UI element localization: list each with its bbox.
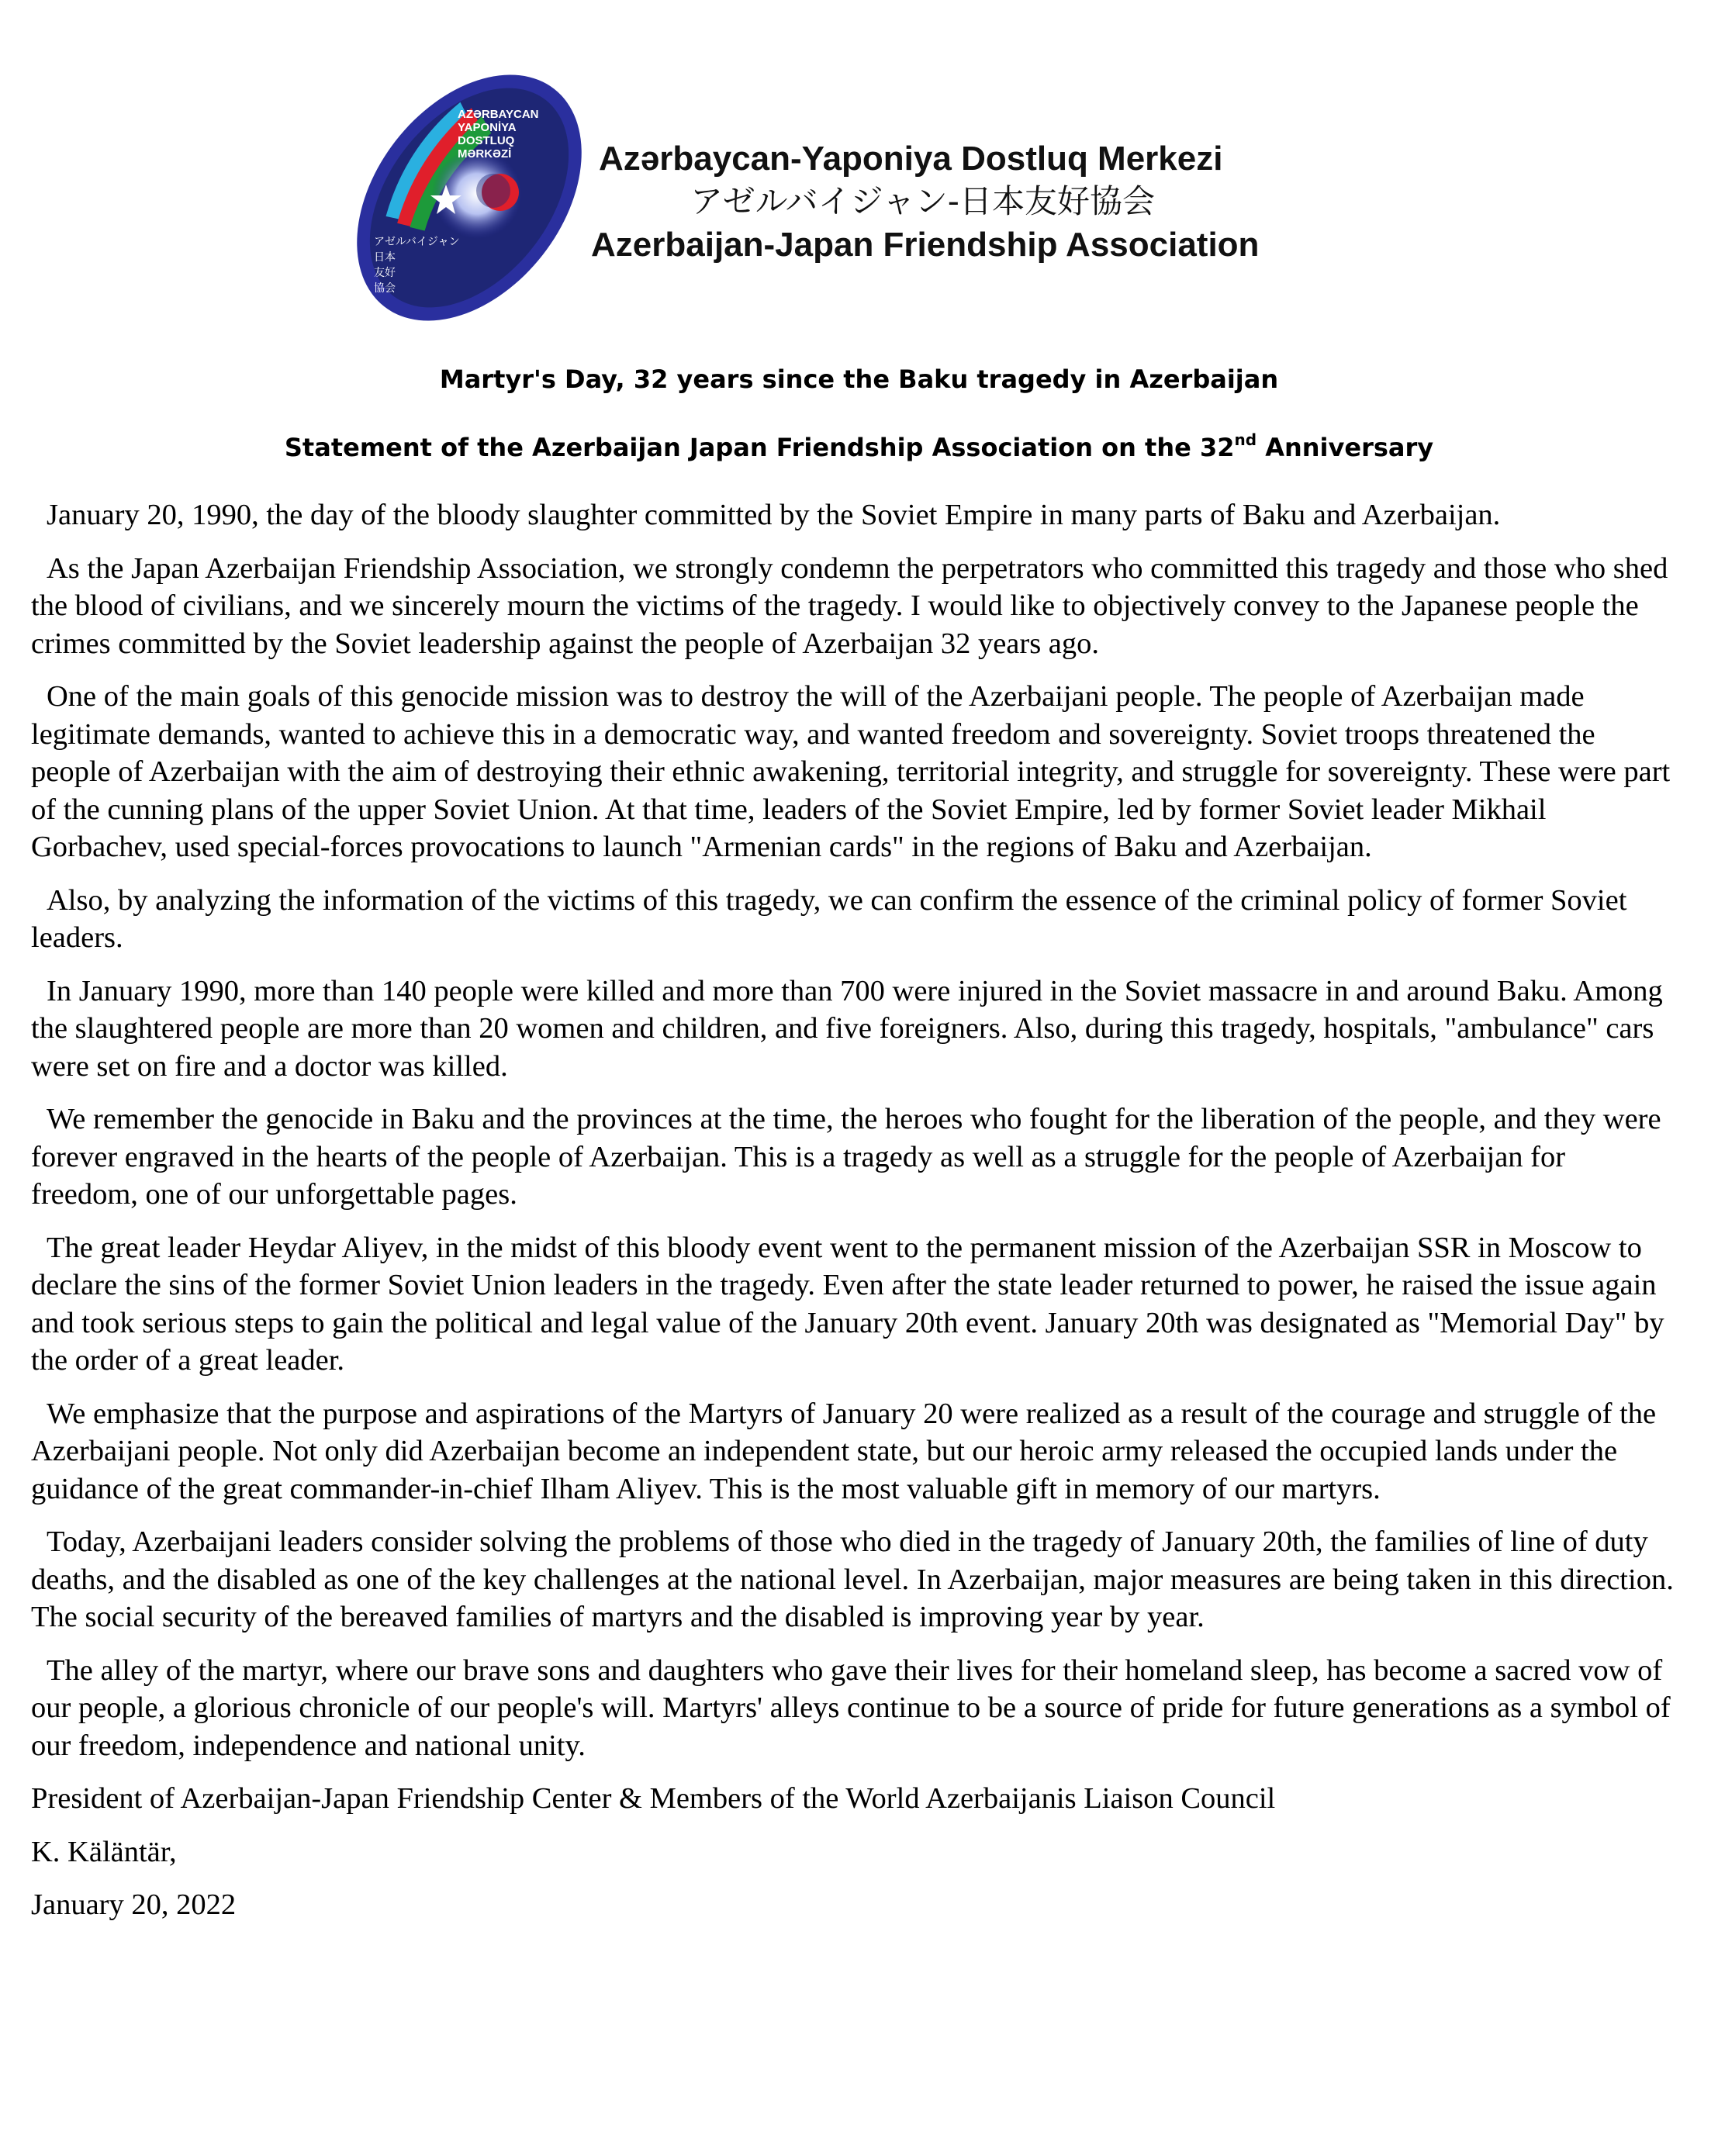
paragraph: One of the main goals of this genocide mission was to destroy the will of the Azerbaijani people. The people of Azerbaijan made legitimate demands, wanted to achieve this in a democratic way, and wanted freedom and sovereignty. Soviet troops threatened the people of Azerbaijan with the aim of destroying their ethnic awakening, territorial integrity, and struggle for sovereignty. These were part of the cunning plans of the upper Soviet Union. At that time, leaders of the Soviet Empire, led by former Soviet leader Mikhail Gorbachev, used special-forces provocations to launch "Armenian cards" in the regions of Baku and Azerbaijan. [31, 680, 1671, 863]
org-name-azerbaijani: Azərbaycan-Yaponiya Dostluq Merkezi [599, 140, 1223, 178]
paragraph: We emphasize that the purpose and aspirations of the Martyrs of January 20 were realized as a result of the courage and struggle of the Azerbaijani people. Not only did Azerbaijan become an independent state, but our heroic army released the occupied lands under the guidance of the great commander-in-chief Ilham Aliyev. This is the most valuable gift in memory of our martyrs. [31, 1397, 1657, 1505]
association-logo [341, 54, 597, 341]
signatory-name: K. Käläntär, [31, 1835, 177, 1868]
logo-jp-line: 友好 [374, 267, 396, 279]
statement-date: January 20, 2022 [31, 1888, 237, 1921]
subtitle-text-end: Anniversary [1257, 433, 1434, 462]
org-name-japanese: アゼルバイジャン-日本友好協会 [690, 182, 1155, 220]
logo-text-line: DOSTLUQ [458, 134, 515, 147]
organization-names [591, 138, 1351, 267]
paragraph: We remember the genocide in Baku and the provinces at the time, the heroes who fought for the liberation of the people, and they were forever engraved in the hearts of the people of Azerbaijan. This is a tragedy as well as a struggle for the people of Azerbaijan for freedom, one of our unforgettable pages. [31, 1103, 1661, 1211]
document-subtitle [0, 430, 1718, 462]
paragraph: In January 1990, more than 140 people were killed and more than 700 were injured in the Soviet massacre in and around Baku. Among the slaughtered people are more than 20 women and children, and five foreigners. Also, during this tragedy, hospitals, "ambulance" cars were set on fire and a doctor was killed. [31, 974, 1663, 1083]
logo-text-line: MƏRKƏZİ [458, 147, 512, 161]
letterhead [341, 54, 1350, 341]
org-name-english: Azerbaijan-Japan Friendship Association [591, 226, 1260, 264]
signatory-title: President of Azerbaijan-Japan Friendship Center & Members of the World Azerbaijanis Liaison Council [31, 1782, 1276, 1815]
paragraph: Today, Azerbaijani leaders consider solving the problems of those who died in the tragedy of January 20th, the families of line of duty deaths, and the disabled as one of the key challenges at the national level. In Azerbaijan, major measures are being taken in this direction. The social security of the bereaved families of martyrs and the disabled is improving year by year. [31, 1525, 1674, 1633]
paragraph: The alley of the martyr, where our brave sons and daughters who gave their lives for their homeland sleep, has become a sacred vow of our people, a glorious chronicle of our people's will. Martyrs' alleys continue to be a source of pride for future generations as a symbol of our freedom, independence and national unity. [31, 1653, 1671, 1762]
subtitle-text: Statement of the Azerbaijan Japan Friendship Association on the 32 [284, 433, 1235, 462]
paragraph: The great leader Heydar Aliyev, in the midst of this bloody event went to the permanent mission of the Azerbaijan SSR in Moscow to declare the sins of the former Soviet Union leaders in the tragedy. Even after the state leader returned to power, he raised the issue again and took serious steps to gain the political and legal value of the January 20th event. January 20th was designated as "Memorial Day" by the order of a great leader. [31, 1231, 1664, 1377]
statement-body [31, 496, 1675, 1940]
paragraph: Also, by analyzing the information of the victims of this tragedy, we can confirm the essence of the criminal policy of former Soviet leaders. [31, 883, 1627, 954]
paragraph: As the Japan Azerbaijan Friendship Association, we strongly condemn the perpetrators who committed this tragedy and those who shed the blood of civilians, and we sincerely mourn the victims of the tragedy. I would like to objectively convey to the Japanese people the crimes committed by the Soviet leadership against the people of Azerbaijan 32 years ago. [31, 551, 1668, 660]
subtitle-ordinal-suffix: nd [1234, 430, 1257, 449]
document-title: Martyr's Day, 32 years since the Baku tragedy in Azerbaijan [439, 365, 1279, 394]
logo-text-line: AZƏRBAYCAN [458, 108, 539, 121]
logo-jp-line: アゼルバイジャン [374, 236, 460, 248]
logo-text-line: YAPONİYA [458, 121, 517, 134]
paragraph: January 20, 1990, the day of the bloody slaughter committed by the Soviet Empire in many parts of Baku and Azerbaijan. [47, 499, 1501, 531]
logo-jp-line: 日本 [374, 251, 396, 264]
logo-jp-line: 協会 [374, 282, 396, 295]
